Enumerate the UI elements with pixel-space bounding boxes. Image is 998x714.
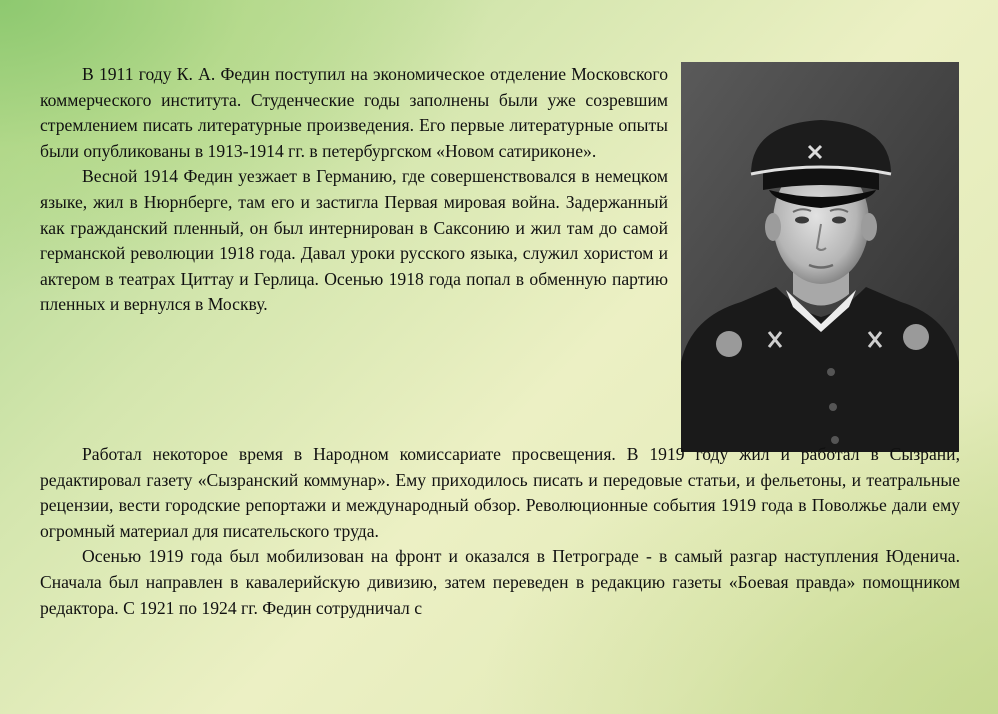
portrait-image (681, 62, 959, 452)
paragraph-1: В 1911 году К. А. Федин поступил на экономическое отделение Московского коммерческого института. Студенческие годы заполнены были уже созревшим стремлением писать литературные произведения. Его первые литературные опыты были опубликованы в 1913-1914 гг. в петербургском «Новом сатириконе». (40, 64, 668, 161)
paragraph-3: Работал некоторое время в Народном комиссариате просвещения. В 1919 году жил и работал в Сызрани, редактировал газету «Сызранский коммунар». Ему приходилось писать и передовые статьи, и фельетоны, и театральные рецензии, вести городские репортажи и международный обзор. Революционные события 1919 года в Поволжье дали ему огромный материал для писательского труда. (40, 444, 960, 541)
portrait-photo (681, 62, 959, 452)
paragraph-4: Осенью 1919 года был мобилизован на фронт и оказался в Петрограде - в самый разгар наступления Юденича. Сначала был направлен в кавалерийскую дивизию, затем переведен в редакцию газеты «Боевая правда» помощником редактора. С 1921 по 1924 гг. Федин сотрудничал с (40, 546, 960, 618)
text-column-bottom (40, 442, 960, 621)
paragraph-2: Весной 1914 Федин уезжает в Германию, где совершенствовался в немецком языке, жил в Нюрнберге, там его и застигла Первая мировая война. Задержанный как гражданский пленный, он был интернирован в Саксонию и жил там до самой германской революции 1918 года. Давал уроки русского языка, служил хористом и актером в театрах Циттау и Герлица. Осенью 1918 года попал в обменную партию пленных и вернулся в Москву. (40, 166, 668, 315)
text-column-top (40, 62, 668, 318)
